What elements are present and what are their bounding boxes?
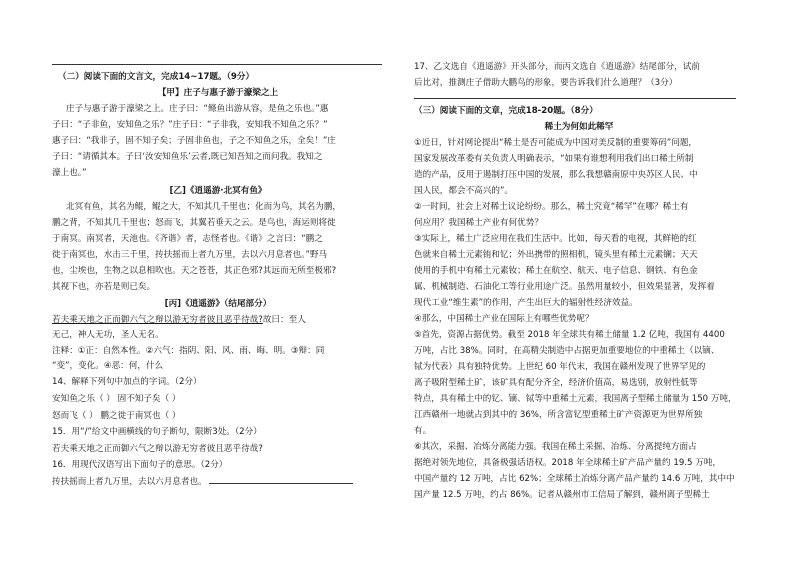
annotation-line: “变”，变化。④恶：何，什么	[52, 361, 164, 371]
article-line: ②一时间，社会上对稀土议论纷纷。那么，稀土究竟“稀罕”在哪？稀土有	[414, 202, 689, 212]
right-separator-rule	[414, 98, 736, 99]
question-17-line: 17、乙文选自《逍遥游》开头部分，而丙文选自《逍遥游》结尾部分，试前	[414, 62, 700, 72]
question-14-row-1: 安知鱼之乐（ ） 固不知子矣（ ）	[52, 394, 181, 404]
question-16-text: 抟扶摇而上者九万里，去以六月息者也。	[52, 477, 207, 487]
article-line: 国产量 12.5 万吨，约占 86%。记者从赣州市工信局了解到，赣州离子型稀土	[414, 490, 710, 500]
article-line: 离子吸附型稀土矿，该矿具有配分齐全，经济价值高，易选别，放射性低等	[414, 378, 698, 388]
passage-jia-line: 濠上也。”	[52, 168, 87, 178]
article-line: 何应用？我国稀土产业有何优势？	[414, 218, 543, 228]
question-14-row-2: 怒而飞（ ） 鹏之徙于南冥也（ ）	[52, 411, 181, 421]
annotation-line: 注释：①正：自然本性。②六气：指阴、阳、风、雨、晦、明。③辩：同	[52, 346, 325, 356]
article-line: 特点，具有稀土中的钇、镝、铽等中重稀土元素，我国离子型稀土储量为 150 万吨，	[414, 394, 737, 404]
question-15: 15．用“/”给文中画横线的句子断句，限断3处。（2分）	[52, 427, 262, 437]
bing-line-1-rest: 故曰：至人	[262, 315, 306, 325]
question-15-sentence: 若夫乘天地之正而御六气之辩以游无穷者彼且恶乎待哉?	[52, 444, 263, 454]
passage-jia-line: 子曰：“子非鱼，安知鱼之乐？”庄子曰：“子非我，安知我不知鱼之乐？”	[52, 120, 328, 130]
underlined-sentence: 若夫乘天地之正而御六气之辩以游无穷者彼且恶乎待哉?	[52, 315, 263, 325]
article-line: 属、机械制造、石油化工等行业用途广泛。虽然用量较小，但效果显著，发挥着	[414, 282, 715, 292]
section-two-heading: （二）阅读下面的文言文，完成14~17题。（9分）	[58, 72, 255, 82]
passage-yi-line: 其视下也，亦若是则已矣。	[52, 282, 156, 292]
article-line: 江西赣州一地就占到其中的 36%，所含富钇型重稀土矿产资源更为世界所独	[414, 410, 703, 420]
passage-jia-title: 【甲】庄子与惠子游于濠梁之上	[157, 88, 279, 98]
article-line: ④那么，中国稀土产业在国际上有哪些优势呢？	[414, 314, 594, 324]
article-title: 稀土为何如此稀罕	[544, 122, 614, 132]
article-line: 现代工业“维生素”的作用，产生出巨大的辐射性经济效益。	[414, 298, 638, 308]
passage-bing-line-2: 无己，神人无功，圣人无名。	[52, 330, 164, 340]
article-line: 据绝对领先地位，具备极强话语权。2018 年全球稀土矿产品产量约 19.5 万吨，	[414, 458, 722, 468]
article-line: ⑤首先，资源占据优势。截至 2018 年全球共有稀土储量 1.2 亿吨，我国有 4400	[414, 330, 725, 340]
article-line: 中国产量约 12 万吨，占比 62%；全球稀土冶炼分离产品产量约 14.6 万吨，其中中	[414, 474, 735, 484]
question-16-sentence	[52, 474, 353, 489]
passage-yi-line: 北冥有鱼，其名为鲲，鲲之大，不知其几千里也；化而为鸟，其名为鹏，	[66, 202, 342, 212]
passage-bing-title: [丙]《逍遥游》（结尾部分）	[164, 299, 272, 309]
section-three-heading: （三）阅读下面的文章，完成18-20题。（8分）	[414, 106, 598, 116]
passage-jia-line: 庄子与惠子游于濠梁之上。庄子曰：“鲦鱼出游从容，是鱼之乐也。”惠	[66, 104, 329, 114]
article-line: 国家发展改革委有关负责人明确表示，“如果有谁想利用我们出口稀土所制	[414, 154, 694, 164]
article-line: ③实际上，稀土广泛应用在我们生活中。比如，每天看的电视，其鲜艳的红	[414, 234, 697, 244]
passage-jia-line: 惠子曰：“我非子，固不知子矣；子固非鱼也，子之不知鱼之乐，全矣！”庄	[52, 136, 336, 146]
article-line: 造的产品，反用于遏制打压中国的发展，那么我想赣南原中央苏区人民、中	[414, 170, 698, 180]
answer-blank[interactable]	[209, 474, 353, 484]
article-line: 色就来自稀土元素铕和钇；外出携带的照相机，镜头里有稀土元素镧；天天	[414, 250, 698, 260]
article-line: ⑥其次，采掘、冶炼分离能力强。我国在稀土采掘、冶炼、分离提纯方面占	[414, 442, 697, 452]
article-line: ①近日，针对网论提出“稀土是否可能成为中国对美反制的重要筹码”问题，	[414, 138, 698, 148]
article-line: 使用的手机中有稀土元素钕；稀土在航空、航天、电子信息、钢铁、有色金	[414, 266, 698, 276]
question-14: 14、解释下列句中加点的字词。（2分）	[52, 377, 202, 387]
passage-yi-line: 鹏之背，不知其几千里也；怒而飞，其翼若垂天之云。是鸟也，海运则将徙	[52, 218, 336, 228]
passage-yi-line: 于南冥。南冥者，天池也。《齐谐》者，志怪者也。《谐》之言曰：“鹏之	[52, 234, 323, 244]
left-top-rule	[52, 64, 382, 65]
article-line: 有。	[414, 426, 432, 436]
question-17-line: 后比对，推测庄子借助大鹏鸟的形象，要告诉我们什么道理？（3分）	[414, 78, 678, 88]
passage-jia-line: 子曰：“请循其本。子曰‘汝安知鱼乐’云者,既已知吾知之而问我。我知之	[52, 152, 323, 162]
passage-yi-title: [乙]《逍遥游·北冥有鱼》	[169, 186, 267, 196]
article-line: 国人民，都会不高兴的”。	[414, 186, 513, 196]
article-line: 铽为代表）具有独特优势。上世纪 60 年代末，我国在赣州发现了世界罕见的	[414, 362, 706, 372]
article-line: 万吨，占比 38%。同时，在高精尖制造中占据更加重要地位的中重稀土（以镝、	[414, 346, 720, 356]
passage-bing-line-1	[52, 313, 306, 327]
question-16: 16．用现代汉语写出下面句子的意思。（2分）	[52, 460, 228, 470]
passage-yi-line: 也，尘埃也，生物之以息相吹也。天之苍苍，其正色邪?其远而无所至极邪?	[52, 266, 337, 276]
passage-yi-line: 徙于南冥也，水击三千里，抟扶摇而上者九万里，去以六月息者也。”野马	[52, 250, 328, 260]
